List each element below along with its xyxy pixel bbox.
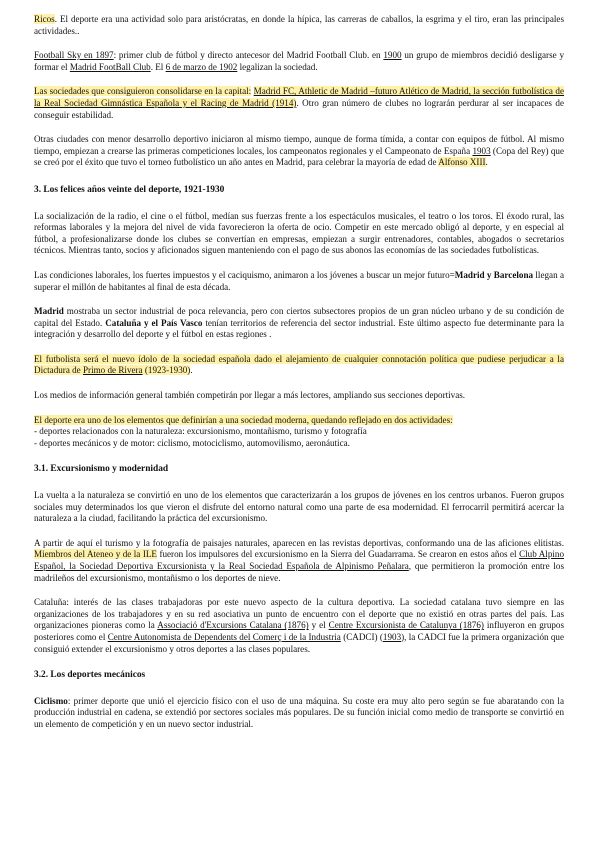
link-centre-autonomista[interactable]: Centre Autonomista de Dependents del Comerç i de la Industria [107,631,341,642]
highlight-ateneo-ile: Miembros del Ateneo y de la ILE [34,549,157,560]
link-date-1902[interactable]: 6 de marzo de 1902 [165,61,238,72]
highlight-ricos: Ricos [34,14,55,24]
bold-madrid-barcelona: Madrid y Barcelona [454,269,534,280]
paragraph-madrid-industria: Madrid mostraba un sector industrial de poca relevancia, pero con ciertos subsectores propios de un gran núcleo urbano y de su condición de capital del Estado. Cataluña y el País Vasco tenían territorios de referencia del sector industrial. Este último aspecto fue determinante para la integración y desarrollo del deporte y el fútbol en estas regiones . [34,306,564,340]
highlight-sociedades: Las sociedades que consiguieron consolidarse en la capital: [34,86,252,97]
paragraph-vuelta-naturaleza: La vuelta a la naturaleza se convirtió en uno de los elementos que caracterizarán a los grupos de jóvenes en los centros urbanos. Fueron grupos sociales muy determinados los que vieron el disfrute del entorno natural como una parte de esa modernidad. El ferrocarril permitirá acercar la naturaleza a la ciudad, facilitando la práctica del excursionismo. [34,490,564,524]
paragraph-socializacion: La socialización de la radio, el cine o el fútbol, medían sus fuerzas frente a los espectáculos musicales, el teatro o los toros. El éxodo rural, las reformas laborales y la mejora del nivel de vida favorecieron la oferta de ocio. Competir en este mercado obligó al deporte, y en especial al fútbol, a profesionalizarse donde los clubes se convertían en empresas, empiezan a surgir entrenadores, contables, abogados o secretarios técnicos. Mientras tanto, socios y aficionados siguen manteniendo con el pago de sus abonos las economías de las sociedades futbolísticas. [34,210,564,256]
paragraph-turismo-fotografia: A partir de aquí el turismo y la fotografía de paisajes naturales, aparecen en las revistas deportivas, conformando una de las aficiones elitistas. Miembros del Ateneo y de la ILE fueron los impulsores del excursionismo en la Sierra del Guadarrama. Se crearon en estos años el Club Alpino Español, la Sociedad Deportiva Excursionista y la Real Sociedad Española de Alpinismo Peñalara, que permitieron la promoción entre los madrileños del excursionismo, montañismo o los deportes de nieve. [34,537,565,583]
link-year-1903[interactable]: 1903 [472,145,491,156]
heading-excursionismo: 3.1. Excursionismo y modernidad [34,464,169,475]
paragraph-medios-informacion: Los medios de información general también competirán por llegar a más lectores, ampliando sus secciones deportivas. [34,390,466,401]
list-item-naturaleza: - deportes relacionados con la naturaleza: excursionismo, montañismo, turismo y fotografía [34,426,367,437]
link-year-1900[interactable]: 1900 [383,50,402,61]
link-centre-excursionista[interactable]: Centre Excursionista de Catalunya (1876) [328,620,484,631]
paragraph-sociedades: Las sociedades que consiguieron consolidarse en la capital: Madrid FC, Athletic de Madrid –futuro Atlético de Madrid, la sección futbolística de la Real Sociedad Gimnástica Española y el Racing de Madrid (1914). Otro gran número de clubes no lograrán perdurar al ser incapaces de conseguir estabilidad. [34,86,565,120]
paragraph-cataluna: Cataluña: interés de las clases trabajadoras por este nuevo aspecto de la cultura deportiva. La sociedad catalana tuvo siempre en las organizaciones de los trabajadores y en su red asociativa un punto de encuentro con el deporte que no existió en otras partes del país. Las organizaciones pioneras como la Associació d'Excursions Catalana (1876) y el Centre Excursionista de Catalunya (1876) influyeron en grupos posteriores como el Centre Autonomista de Dependents del Comerç i de la Industria (CADCI) (1903), la CADCI fue la primera organización que consiguió extender el excursionismo y otros deportes a las clases populares. [34,597,565,654]
bold-ciclismo: Ciclismo [34,695,68,706]
paragraph-football-sky: Football Sky en 1897: primer club de fútbol y directo antecesor del Madrid Football Club. en 1900 un grupo de miembros decidió desligarse y formar el Madrid FootBall Club. El 6 de marzo de 1902 legalizan la sociedad. [34,50,564,72]
highlight-clubs-list[interactable]: Madrid FC, Athletic de Madrid –futuro Atlético de Madrid, la sección futbolística de la Real Sociedad Gimnástica Española y el Racing de Madrid (1914) [34,86,565,108]
highlight-alfonso-xiii: Alfonso XIII [438,157,486,168]
paragraph-futbolista-idolo: El futbolista será el nuevo ídolo de la sociedad española dado el alejamiento de cualquier connotación política que pudiese perjudicar a la Dictadura de Primo de Rivera (1923-1930). [34,353,564,376]
document-page [34,10,564,731]
highlight-deporte-moderno: El deporte era uno de los elementos que definirían a una sociedad moderna, quedando reflejado en dos actividades: [34,414,453,425]
paragraph-deporte-moderno [34,415,564,450]
paragraph-condiciones-laborales: Las condiciones laborales, los fuertes impuestos y el caciquismo, animaron a los jóvenes a buscar un mejor futuro=Madrid y Barcelona llegan a superar el millón de habitantes al final de esta década. [34,269,564,292]
heading-felices-anos-veinte: 3. Los felices años veinte del deporte, 1921-1930 [34,184,225,195]
list-item-mecanicos: - deportes mecánicos y de motor: ciclismo, motociclismo, automovilismo, aeronáutica. [34,437,350,448]
paragraph-ciclismo: Ciclismo: primer deporte que unió el ejercicio físico con el uso de una máquina. Su coste era muy alto pero según se fue abaratando con la producción industrial en cadena, se extendió por sectores sociales más populares. De su función inicial como medio de transporte se convirtió en un elemento de competición y en un nuevo sector industrial. [34,695,564,729]
bold-madrid: Madrid [34,306,64,317]
paragraph-ricos: Ricos. El deporte era una actividad solo para aristócratas, en donde la hípica, las carreras de caballos, la esgrima y el tiro, eran las principales actividades.. [34,14,564,36]
bold-cataluna-pais-vasco: Cataluña y el País Vasco [105,317,203,328]
link-football-sky[interactable]: Football Sky en 1897 [34,50,114,61]
link-madrid-football-club[interactable]: Madrid FootBall Club [69,61,151,72]
link-primo-de-rivera[interactable]: Primo de Rivera [82,365,143,376]
paragraph-otras-ciudades: Otras ciudades con menor desarrollo deportivo iniciaron al mismo tiempo, aunque de forma tímida, a contar con equipos de fútbol. Al mismo tiempo, empiezan a crearse las primeras competiciones locales, los campeonatos regionales y el Campeonato de España 1903 (Copa del Rey) que se creó por el éxito que tuvo el torneo futbolístico un año antes en Madrid, para celebrar la mayoría de edad de Alfonso XIII. [34,134,565,168]
link-associacio-excursions[interactable]: Associació d'Excursions Catalana (1876) [157,620,309,631]
link-year-1903-cadci[interactable]: 1903 [382,631,402,642]
heading-deportes-mecanicos: 3.2. Los deportes mecánicos [34,670,146,681]
highlight-futbolista: El futbolista será el nuevo ídolo de la sociedad española dado el alejamiento de cualquier connotación política que pudiese perjudicar a la Dictadura de [34,353,564,376]
link-club-alpino[interactable]: Club Alpino Español, la Sociedad Deportiva Excursionista y la Real Sociedad Española de Alpinismo Peñalara [34,549,565,571]
